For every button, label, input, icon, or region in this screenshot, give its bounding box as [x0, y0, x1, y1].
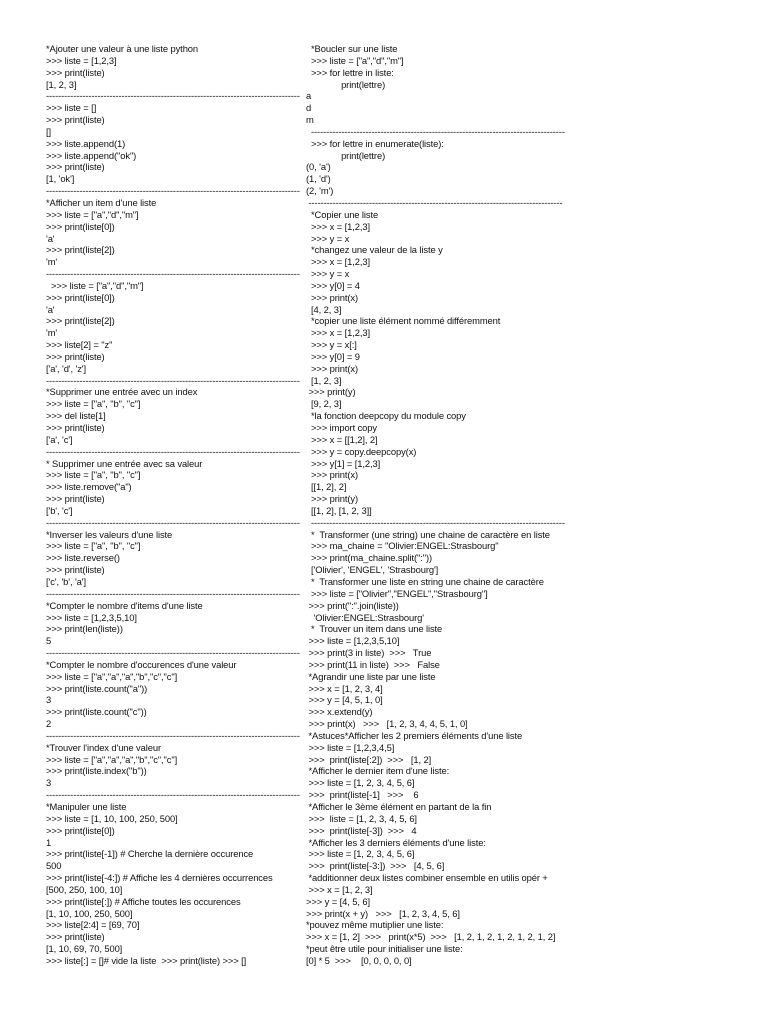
code-line: >>> print(liste[0]) [46, 220, 115, 232]
code-line: >>> print(x) [306, 362, 359, 374]
code-line: [1, 10, 69, 70, 500] [46, 943, 123, 955]
code-line: >>> liste = [1,2,3,5,10] [46, 611, 137, 623]
code-line: ['b', 'c'] [46, 504, 73, 516]
code-line: >>> print(liste[:2]) >>> [1, 2] [306, 753, 432, 765]
code-line: >>> liste = ["a", "b", "c"] [46, 469, 141, 481]
code-line: >>> print(liste) [46, 422, 105, 433]
code-line: >>> del liste[1] [46, 410, 106, 422]
code-line: >>> y = x [306, 232, 350, 244]
code-line: >>> ma_chaine = "Olivier:ENGEL:Strasbourg" [306, 540, 499, 552]
code-line: >>> print(liste[:]) # Affiche toutes les occurences [46, 895, 241, 907]
code-line: >>> y = x [306, 268, 350, 280]
right-column [306, 43, 572, 967]
section-heading: *Copier une liste [306, 208, 379, 220]
section-heading: *Ajouter une valeur à une liste python [46, 43, 199, 54]
code-line: >>> liste = ["a", "b", "c"] [46, 398, 141, 410]
code-line: >>> liste = [] [46, 102, 97, 114]
separator-line: ------------------------------------------------------------------------------------ [46, 789, 300, 801]
code-line: >>> x = [1,2,3] [306, 327, 370, 339]
section-heading: *Compter le nombre d'items d'une liste [46, 599, 203, 611]
code-line: 'a' [46, 232, 55, 244]
section-heading: *copier une liste élément nommé différemment [306, 315, 501, 327]
code-line: 500 [46, 860, 62, 872]
code-line: >>> y = [4, 5, 6] [306, 895, 370, 907]
code-line: >>> y[0] = 4 [306, 279, 360, 291]
code-line: 'Olivier:ENGEL:Strasbourg' [306, 611, 424, 623]
code-line: [9, 2, 3] [306, 398, 342, 410]
separator-line: ------------------------------------------------------------------------------------ [46, 516, 300, 528]
separator-line: ------------------------------------------------------------------------------------ [306, 516, 565, 528]
code-line: [[1, 2], 2] [306, 481, 347, 493]
section-heading: *Supprimer une entrée avec un index [46, 386, 198, 398]
code-line: [1, 2, 3] [306, 374, 342, 386]
separator-line: ------------------------------------------------------------------------------------ [46, 185, 300, 197]
separator-line: ------------------------------------------------------------------------------------ [46, 729, 300, 741]
code-line: >>> liste.remove("a") [46, 481, 132, 493]
section-heading: *Agrandir une liste par une liste [306, 670, 436, 682]
code-line: >>> x = [1, 2] >>> print(x*5) >>> [1, 2, 1, 2, 1, 2, 1, 2, 1, 2] [306, 931, 556, 943]
code-line: >>> print(liste[0]) [46, 824, 115, 836]
code-line: [500, 250, 100, 10] [46, 883, 123, 895]
code-line: >>> print(liste.index("b")) [46, 765, 147, 777]
code-line: [] [46, 125, 52, 137]
code-line: >>> print(ma_chaine.split(":")) [306, 552, 433, 564]
code-line: 5 [46, 635, 52, 647]
code-line: (0, 'a') [306, 161, 331, 173]
code-line: >>> liste.append("ok") [46, 149, 137, 161]
section-heading: * Transformer (une string) une chaine de caractère en liste [306, 528, 550, 540]
code-line: ['c', 'b', 'a'] [46, 575, 86, 587]
code-line: >>> y = copy.deepcopy(x) [306, 445, 417, 457]
code-line: >>> x.extend(y) [306, 706, 373, 718]
code-line: >>> liste = ["a","d","m"] [306, 54, 404, 66]
code-line: >>> print(liste) [46, 493, 105, 505]
code-line: >>> x = [1,2,3] [306, 220, 370, 232]
code-line: [1, 2, 3] [46, 78, 77, 90]
code-line: print(lettre) [306, 78, 386, 90]
code-line: >>> print(liste.count("a")) [46, 682, 148, 694]
separator-line: ------------------------------------------------------------------------------------ [46, 374, 300, 386]
section-heading: *Afficher un item d'une liste [46, 196, 157, 208]
code-line: >>> liste = ["a","a","a","b","c","c"] [46, 670, 178, 682]
section-heading: *Compter le nombre d'occurences d'une valeur [46, 658, 237, 670]
separator-line: ------------------------------------------------------------------------------------ [46, 445, 300, 457]
code-line: print(lettre) [306, 149, 386, 161]
section-heading: *Afficher le dernier item d'une liste: [306, 765, 450, 777]
separator-line: ------------------------------------------------------------------------------------ [306, 125, 565, 137]
code-line: >>> liste[:] = []# vide la liste >>> print(liste) >>> [] [46, 954, 247, 966]
code-line: >>> print(liste[-1] >>> 6 [306, 789, 419, 801]
code-line: >>> x = [1, 2, 3, 4] [306, 682, 383, 694]
left-column [46, 43, 302, 967]
code-line: >>> print(3 in liste) >>> True [306, 647, 432, 659]
code-line: >>> liste = [1,2,3,4,5] [306, 741, 395, 753]
code-line: [1, 'ok'] [46, 173, 75, 185]
section-heading: *additionner deux listes combiner ensemble en utilis opér + [306, 872, 548, 884]
code-line: 'a' [46, 303, 55, 315]
code-line: >>> print(liste) [46, 114, 105, 126]
code-line: >>> print(x) [306, 469, 359, 481]
code-line: >>> print(liste[-1]) # Cherche la dernière occurence [46, 848, 254, 860]
code-line: [1, 10, 100, 250, 500] [46, 907, 133, 919]
code-line: >>> liste = ["Olivier","ENGEL","Strasbourg"] [306, 587, 488, 599]
code-line: >>> y = x[:] [306, 339, 357, 351]
code-line: >>> x = [[1,2], 2] [306, 433, 378, 445]
code-line: a [306, 90, 312, 102]
section-heading: *changez une valeur de la liste y [306, 244, 443, 256]
section-heading: *Inverser les valeurs d'une liste [46, 528, 173, 540]
separator-line: ------------------------------------------------------------------------------------ [46, 647, 300, 659]
code-line: >>> liste = ["a", "b", "c"] [46, 540, 141, 552]
code-line: >>> print(y) [306, 493, 359, 505]
code-line: >>> print(liste) [46, 564, 105, 576]
separator-line: ------------------------------------------------------------------------------------ [46, 587, 300, 599]
code-line: >>> liste.append(1) [46, 137, 126, 149]
code-line: >>> for lettre in enumerate(liste): [306, 137, 444, 149]
code-line: 'm' [46, 256, 58, 268]
code-line: >>> liste = ["a","d","m"] [46, 279, 144, 291]
section-heading: * Trouver un item dans une liste [306, 623, 443, 635]
section-heading: *pouvez même mutiplier une liste: [306, 919, 444, 931]
code-line: >>> liste = [1,2,3,5,10] [306, 635, 400, 647]
code-line: >>> print(liste) [46, 66, 105, 78]
code-line: [[1, 2], [1, 2, 3]] [306, 504, 372, 516]
code-line: >>> print(y) [306, 386, 356, 398]
code-line: >>> y[1] = [1,2,3] [306, 457, 381, 469]
code-line: >>> print(liste[2]) [46, 315, 115, 327]
code-line: >>> import copy [306, 422, 377, 433]
section-heading: *Afficher le 3ème élément en partant de la fin [306, 801, 492, 812]
code-line: 2 [46, 718, 52, 730]
code-line: (2, 'm') [306, 185, 334, 197]
code-line: 'm' [46, 327, 58, 339]
section-heading: * Supprimer une entrée avec sa valeur [46, 457, 203, 469]
code-line: >>> liste = ["a","a","a","b","c","c"] [46, 753, 178, 765]
section-heading: *Astuces*Afficher les 2 premiers éléments d'une liste [306, 729, 523, 741]
code-line: [4, 2, 3] [306, 303, 342, 315]
code-line: >>> print(liste) [46, 161, 105, 173]
code-line: 1 [46, 836, 52, 848]
code-line: >>> print(x) [306, 291, 359, 303]
code-line: >>> for lettre in liste: [306, 66, 394, 78]
code-line: >>> print(liste.count("c")) [46, 706, 147, 718]
code-line: d [306, 102, 312, 114]
section-heading: *Boucler sur une liste [306, 43, 398, 54]
separator-line: ------------------------------------------------------------------------------------ [46, 268, 300, 280]
code-line: >>> liste[2] = "z" [46, 339, 113, 351]
code-line: >>> print(liste[2]) [46, 244, 115, 256]
code-line: >>> liste = [1, 10, 100, 250, 500] [46, 812, 178, 824]
code-line: >>> print(x + y) >>> [1, 2, 3, 4, 5, 6] [306, 907, 460, 919]
code-line: m [306, 114, 314, 126]
code-line: >>> liste = [1, 2, 3, 4, 5, 6] [306, 848, 415, 860]
code-line: >>> print(":".join(liste)) [306, 599, 399, 611]
separator-line: ------------------------------------------------------------------------------------ [306, 196, 563, 208]
code-line: >>> liste[2:4] = [69, 70] [46, 919, 140, 931]
separator-line: ------------------------------------------------------------------------------------ [46, 90, 300, 102]
code-line: 3 [46, 694, 52, 706]
section-heading: *Afficher les 3 derniers éléments d'une liste: [306, 836, 486, 848]
code-line: >>> liste = [1, 2, 3, 4, 5, 6] [306, 812, 417, 824]
code-line: 3 [46, 777, 52, 789]
code-line: >>> print(len(liste)) [46, 623, 123, 635]
code-line: ['a', 'c'] [46, 433, 73, 445]
code-line: >>> print(liste) [46, 931, 105, 943]
code-line: >>> liste = ["a","d","m"] [46, 208, 139, 220]
code-line: >>> print(liste) [46, 350, 105, 362]
section-heading: *Manipuler une liste [46, 801, 127, 812]
code-line: >>> y[0] = 9 [306, 350, 360, 362]
code-line: [0] * 5 >>> [0, 0, 0, 0, 0] [306, 954, 412, 966]
code-line: >>> print(11 in liste) >>> False [306, 658, 440, 670]
section-heading: *peut être utile pour initialiser une liste: [306, 943, 463, 955]
code-line: ['a', 'd', 'z'] [46, 362, 86, 374]
code-line: >>> x = [1,2,3] [306, 256, 370, 268]
code-line: >>> print(liste[0]) [46, 291, 115, 303]
code-line: >>> liste = [1, 2, 3, 4, 5, 6] [306, 777, 415, 789]
section-heading: * Transformer une liste en string une chaine de caractère [306, 575, 544, 587]
section-heading: *la fonction deepcopy du module copy [306, 410, 466, 422]
code-line: >>> x = [1, 2, 3] [306, 883, 373, 895]
code-line: >>> liste.reverse() [46, 552, 120, 564]
code-line: >>> liste = [1,2,3] [46, 54, 117, 66]
code-line: >>> print(liste[-3:]) >>> [4, 5, 6] [306, 860, 445, 872]
code-line: >>> y = [4, 5, 1, 0] [306, 694, 383, 706]
code-line: >>> print(liste[-4:]) # Affiche les 4 dernières occurrences [46, 872, 273, 884]
code-line: ['Olivier', 'ENGEL', 'Strasbourg'] [306, 564, 439, 576]
code-line: >>> print(liste[-3]) >>> 4 [306, 824, 417, 836]
code-line: >>> print(x) >>> [1, 2, 3, 4, 4, 5, 1, 0] [306, 718, 468, 730]
code-line: (1, 'd') [306, 173, 331, 185]
section-heading: *Trouver l'index d'une valeur [46, 741, 161, 753]
